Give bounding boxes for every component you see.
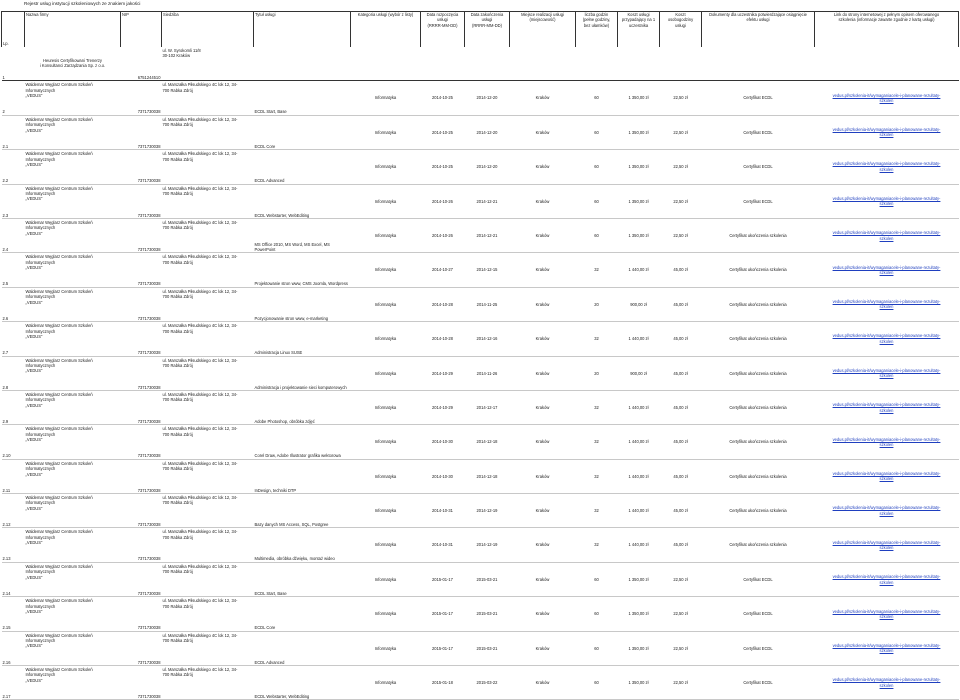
cell-kategoria: Informatyka bbox=[351, 184, 421, 218]
table-row bbox=[2, 81, 959, 115]
cell-firma: Waldemar Węglarz Centrum Szkoleń Informatycznych „VEDUS” bbox=[25, 322, 121, 356]
cell-kategoria: Informatyka bbox=[351, 425, 421, 459]
cell-miejsce: Kraków bbox=[510, 218, 576, 252]
cell-siedziba: ul. Marszałka Piłsudskiego 4C lok 12, 34- 700 Rabka Zdrój bbox=[162, 81, 254, 115]
cell-miejsce: Kraków bbox=[510, 494, 576, 528]
cell-miejsce: Kraków bbox=[510, 597, 576, 631]
cell-nip: 7371730038 bbox=[121, 597, 162, 631]
cell-miejsce: Kraków bbox=[510, 631, 576, 665]
cell-koszt-osobogodziny: 45,00 zł bbox=[660, 459, 702, 493]
table-row bbox=[2, 356, 959, 390]
cell-siedziba: ul. W. Syrokomli 11/8 30-102 Kraków bbox=[162, 47, 254, 81]
cell-liczba-godzin: 32 bbox=[576, 253, 618, 287]
cell-link[interactable]: vedus.pl/szkolenia-it/wymaganiacele-i-planowane-rezultaty- szkolen bbox=[815, 218, 959, 252]
cell-koszt-osobogodziny: 45,00 zł bbox=[660, 287, 702, 321]
cell-firma: Waldemar Węglarz Centrum Szkoleń Informatycznych „VEDUS” bbox=[25, 597, 121, 631]
cell-lp: 2 bbox=[2, 81, 25, 115]
cell-tytul: ECDL Webstarter, WebEditing bbox=[254, 184, 351, 218]
cell-koszt-osobogodziny: 22,50 zł bbox=[660, 150, 702, 184]
cell-kategoria: Informatyka bbox=[351, 631, 421, 665]
cell-koszt-osobogodziny: 22,50 zł bbox=[660, 597, 702, 631]
cell-koszt-uslugi: 900,00 zł bbox=[618, 356, 660, 390]
cell-data-zakonczenia: 2014-12-16 bbox=[465, 322, 510, 356]
cell-koszt-uslugi: 1 350,00 zł bbox=[618, 562, 660, 596]
cell-firma: Waldemar Węglarz Centrum Szkoleń Informatycznych „VEDUS” bbox=[25, 562, 121, 596]
cell-firma: Waldemar Węglarz Centrum Szkoleń Informatycznych „VEDUS” bbox=[25, 81, 121, 115]
cell-dokument: Certyfikat ukończenia szkolenia bbox=[702, 322, 815, 356]
cell-tytul: Pozycjonowanie stron www, e-marketing bbox=[254, 287, 351, 321]
cell-firma: Waldemar Węglarz Centrum Szkoleń Informatycznych „VEDUS” bbox=[25, 631, 121, 665]
cell-data-rozpoczecia: 2015-01-17 bbox=[421, 597, 465, 631]
col-lp: Lp. bbox=[2, 12, 25, 47]
cell-dokument: Certyfikat ukończenia szkolenia bbox=[702, 356, 815, 390]
cell-data-rozpoczecia: 2014-10-31 bbox=[421, 528, 465, 562]
table-row bbox=[2, 287, 959, 321]
cell-nip: 7371730038 bbox=[121, 150, 162, 184]
cell-siedziba: ul. Marszałka Piłsudskiego 4C lok 12, 34- 700 Rabka Zdrój bbox=[162, 666, 254, 700]
table-row bbox=[2, 666, 959, 700]
cell-nip: 7371730038 bbox=[121, 425, 162, 459]
cell-koszt-osobogodziny: 22,50 zł bbox=[660, 81, 702, 115]
cell-koszt-osobogodziny: 45,00 zł bbox=[660, 322, 702, 356]
cell-siedziba: ul. Marszałka Piłsudskiego 4C lok 12, 34- 700 Rabka Zdrój bbox=[162, 115, 254, 149]
cell-tytul: ECDL Start, Base bbox=[254, 81, 351, 115]
cell-data-rozpoczecia: 2014-10-29 bbox=[421, 356, 465, 390]
cell-koszt-uslugi: 1 350,00 zł bbox=[618, 81, 660, 115]
cell-siedziba: ul. Marszałka Piłsudskiego 4C lok 12, 34- 700 Rabka Zdrój bbox=[162, 494, 254, 528]
cell-dokument: Certyfikat ECDL bbox=[702, 631, 815, 665]
cell-data-rozpoczecia: 2014-10-25 bbox=[421, 115, 465, 149]
cell-dokument: Certyfikat ukończenia szkolenia bbox=[702, 253, 815, 287]
cell-dokument: Certyfikat ECDL bbox=[702, 81, 815, 115]
cell-liczba-godzin: 32 bbox=[576, 459, 618, 493]
cell-dokument: Certyfikat ECDL bbox=[702, 115, 815, 149]
table-row bbox=[2, 562, 959, 596]
col-kategoria: Kategoria usługi (wybór z listy) bbox=[351, 12, 421, 47]
cell-lp: 2.12 bbox=[2, 494, 25, 528]
cell-firma: Waldemar Węglarz Centrum Szkoleń Informatycznych „VEDUS” bbox=[25, 459, 121, 493]
cell-link[interactable]: vedus.pl/szkolenia-it/wymaganiacele-i-planowane-rezultaty- szkolen bbox=[815, 425, 959, 459]
col-data-rozpoczecia: Data rozpoczęcia usługi (RRRR-MM-DD) bbox=[421, 12, 465, 47]
cell-link[interactable]: vedus.pl/szkolenia-it/wymaganiacele-i-planowane-rezultaty- szkolen bbox=[815, 81, 959, 115]
cell-nip: 7371730038 bbox=[121, 287, 162, 321]
cell-miejsce: Kraków bbox=[510, 459, 576, 493]
cell-data-rozpoczecia: 2014-10-28 bbox=[421, 322, 465, 356]
table-row bbox=[2, 218, 959, 252]
cell-firma: Waldemar Węglarz Centrum Szkoleń Informatycznych „VEDUS” bbox=[25, 356, 121, 390]
cell-link[interactable]: vedus.pl/szkolenia-it/wymaganiacele-i-planowane-rezultaty- szkolen bbox=[815, 562, 959, 596]
cell-data-zakonczenia: 2014-12-21 bbox=[465, 184, 510, 218]
cell-data-zakonczenia: 2015-03-21 bbox=[465, 597, 510, 631]
cell-liczba-godzin: 60 bbox=[576, 218, 618, 252]
cell-koszt-uslugi: 1 440,00 zł bbox=[618, 494, 660, 528]
cell-liczba-godzin: 60 bbox=[576, 115, 618, 149]
cell-liczba-godzin: 32 bbox=[576, 528, 618, 562]
cell-siedziba: ul. Marszałka Piłsudskiego 4C lok 12, 34- 700 Rabka Zdrój bbox=[162, 356, 254, 390]
cell-data-rozpoczecia: 2014-10-30 bbox=[421, 425, 465, 459]
table-row bbox=[2, 390, 959, 424]
cell-firma: Waldemar Węglarz Centrum Szkoleń Informatycznych „VEDUS” bbox=[25, 115, 121, 149]
cell-data-rozpoczecia: 2014-10-28 bbox=[421, 287, 465, 321]
col-siedziba: Siedziba bbox=[162, 12, 254, 47]
cell-liczba-godzin: 60 bbox=[576, 150, 618, 184]
cell-nip: 6751244510 bbox=[121, 47, 162, 81]
cell-koszt-uslugi: 1 440,00 zł bbox=[618, 459, 660, 493]
table-row bbox=[2, 494, 959, 528]
cell-miejsce: Kraków bbox=[510, 666, 576, 700]
cell-tytul: Adobe Photoshop, obróbka zdjęć bbox=[254, 390, 351, 424]
cell-koszt-osobogodziny: 22,50 zł bbox=[660, 184, 702, 218]
cell-tytul: InDesign, techniki DTP bbox=[254, 459, 351, 493]
cell-dokument: Certyfikat ukończenia szkolenia bbox=[702, 425, 815, 459]
cell-miejsce: Kraków bbox=[510, 287, 576, 321]
table-row bbox=[2, 184, 959, 218]
cell-kategoria: Informatyka bbox=[351, 390, 421, 424]
cell-nip: 7371730038 bbox=[121, 631, 162, 665]
table-row bbox=[2, 253, 959, 287]
cell-firma: Waldemar Węglarz Centrum Szkoleń Informatycznych „VEDUS” bbox=[25, 666, 121, 700]
cell-data-zakonczenia: 2014-12-15 bbox=[465, 253, 510, 287]
cell-dokument: Certyfikat ukończenia szkolenia bbox=[702, 390, 815, 424]
cell-data-zakonczenia: 2014-12-20 bbox=[465, 81, 510, 115]
table-row bbox=[2, 425, 959, 459]
cell-kategoria: Informatyka bbox=[351, 597, 421, 631]
col-miejsce: Miejsce realizacji usługi (miejscowość) bbox=[510, 12, 576, 47]
cell-kategoria: Informatyka bbox=[351, 356, 421, 390]
cell-siedziba: ul. Marszałka Piłsudskiego 4C lok 12, 34- 700 Rabka Zdrój bbox=[162, 459, 254, 493]
cell-siedziba: ul. Marszałka Piłsudskiego 4C lok 12, 34- 700 Rabka Zdrój bbox=[162, 218, 254, 252]
cell-koszt-osobogodziny: 45,00 zł bbox=[660, 528, 702, 562]
cell-miejsce: Kraków bbox=[510, 356, 576, 390]
cell-lp: 2.10 bbox=[2, 425, 25, 459]
cell-data-zakonczenia: 2014-12-20 bbox=[465, 115, 510, 149]
cell-link[interactable]: vedus.pl/szkolenia-it/wymaganiacele-i-planowane-rezultaty- szkolen bbox=[815, 666, 959, 700]
cell-tytul: ECDL Core bbox=[254, 115, 351, 149]
table-row bbox=[2, 322, 959, 356]
cell-lp: 2.15 bbox=[2, 597, 25, 631]
cell-koszt-osobogodziny: 22,50 zł bbox=[660, 631, 702, 665]
cell-liczba-godzin: 32 bbox=[576, 322, 618, 356]
cell-miejsce: Kraków bbox=[510, 390, 576, 424]
table-row bbox=[2, 47, 959, 81]
cell-koszt-osobogodziny: 22,50 zł bbox=[660, 666, 702, 700]
cell-firma: Waldemar Węglarz Centrum Szkoleń Informatycznych „VEDUS” bbox=[25, 390, 121, 424]
cell-koszt-uslugi: 1 440,00 zł bbox=[618, 253, 660, 287]
cell-koszt-uslugi: 1 440,00 zł bbox=[618, 390, 660, 424]
cell-koszt-uslugi: 1 440,00 zł bbox=[618, 425, 660, 459]
cell-koszt-uslugi: 1 350,00 zł bbox=[618, 218, 660, 252]
cell-miejsce: Kraków bbox=[510, 81, 576, 115]
cell-nip: 7371730038 bbox=[121, 81, 162, 115]
cell-dokument: Certyfikat ECDL bbox=[702, 184, 815, 218]
cell-nip: 7371730038 bbox=[121, 184, 162, 218]
col-dokumenty: Dokumenty dla uczestnika potwierdzające osiągnięcie efektu usługi bbox=[702, 12, 815, 47]
table-row bbox=[2, 597, 959, 631]
cell-siedziba: ul. Marszałka Piłsudskiego 4C lok 12, 34- 700 Rabka Zdrój bbox=[162, 562, 254, 596]
cell-kategoria: Informatyka bbox=[351, 562, 421, 596]
cell-lp: 2.1 bbox=[2, 115, 25, 149]
cell-koszt-osobogodziny: 45,00 zł bbox=[660, 390, 702, 424]
table-row bbox=[2, 631, 959, 665]
table-row bbox=[2, 115, 959, 149]
cell-siedziba: ul. Marszałka Piłsudskiego 4C lok 12, 34- 700 Rabka Zdrój bbox=[162, 528, 254, 562]
cell-data-zakonczenia: 2014-12-18 bbox=[465, 425, 510, 459]
cell-lp: 2.5 bbox=[2, 253, 25, 287]
cell-data-zakonczenia: 2014-11-26 bbox=[465, 356, 510, 390]
services-table bbox=[1, 11, 959, 700]
cell-kategoria: Informatyka bbox=[351, 494, 421, 528]
col-koszt-uslugi: Koszt usługi przypadający na 1 uczestnika bbox=[618, 12, 660, 47]
cell-lp: 2.2 bbox=[2, 150, 25, 184]
cell-dokument: Certyfikat ECDL bbox=[702, 562, 815, 596]
cell-tytul: ECDL Advanced bbox=[254, 631, 351, 665]
cell-miejsce: Kraków bbox=[510, 150, 576, 184]
cell-nip: 7371730038 bbox=[121, 356, 162, 390]
cell-data-zakonczenia: 2015-03-21 bbox=[465, 631, 510, 665]
cell-link[interactable]: vedus.pl/szkolenia-it/wymaganiacele-i-planowane-rezultaty- szkolen bbox=[815, 287, 959, 321]
cell-kategoria: Informatyka bbox=[351, 287, 421, 321]
cell-firma: Waldemar Węglarz Centrum Szkoleń Informatycznych „VEDUS” bbox=[25, 425, 121, 459]
cell-data-zakonczenia: 2014-12-20 bbox=[465, 150, 510, 184]
cell-data-rozpoczecia: 2014-10-31 bbox=[421, 494, 465, 528]
cell-nip: 7371730038 bbox=[121, 528, 162, 562]
cell-tytul: Administracja Linux SUSE bbox=[254, 322, 351, 356]
cell-firma: Waldemar Węglarz Centrum Szkoleń Informatycznych „VEDUS” bbox=[25, 218, 121, 252]
cell-link[interactable]: vedus.pl/szkolenia-it/wymaganiacele-i-planowane-rezultaty- szkolen bbox=[815, 253, 959, 287]
col-link: Link do strony internetowej z pełnym opisem oferowanego szkolenia (informacje zawarte zgodnie z kartą usługi) bbox=[815, 12, 959, 47]
cell-data-rozpoczecia: 2014-10-26 bbox=[421, 184, 465, 218]
cell-link[interactable]: vedus.pl/szkolenia-it/wymaganiacele-i-planowane-rezultaty- szkolen bbox=[815, 390, 959, 424]
cell-liczba-godzin: 60 bbox=[576, 81, 618, 115]
cell-kategoria: Informatyka bbox=[351, 218, 421, 252]
cell-lp: 2.17 bbox=[2, 666, 25, 700]
cell-data-zakonczenia: 2014-12-19 bbox=[465, 494, 510, 528]
cell-siedziba: ul. Marszałka Piłsudskiego 4C lok 12, 34- 700 Rabka Zdrój bbox=[162, 253, 254, 287]
cell-dokument: Certyfikat ukończenia szkolenia bbox=[702, 287, 815, 321]
cell-link[interactable]: vedus.pl/szkolenia-it/wymaganiacele-i-planowane-rezultaty- szkolen bbox=[815, 150, 959, 184]
cell-lp: 2.16 bbox=[2, 631, 25, 665]
col-firma: Nazwa firmy bbox=[25, 12, 121, 47]
cell-data-rozpoczecia: 2014-10-25 bbox=[421, 81, 465, 115]
cell-lp: 2.14 bbox=[2, 562, 25, 596]
cell-miejsce: Kraków bbox=[510, 562, 576, 596]
cell-dokument: Certyfikat ukończenia szkolenia bbox=[702, 494, 815, 528]
cell-siedziba: ul. Marszałka Piłsudskiego 4C lok 12, 34- 700 Rabka Zdrój bbox=[162, 287, 254, 321]
cell-kategoria: Informatyka bbox=[351, 115, 421, 149]
cell-siedziba: ul. Marszałka Piłsudskiego 4C lok 12, 34- 700 Rabka Zdrój bbox=[162, 631, 254, 665]
cell-koszt-uslugi: 1 350,00 zł bbox=[618, 150, 660, 184]
cell-koszt-uslugi: 1 440,00 zł bbox=[618, 322, 660, 356]
cell-tytul: Administracja i projektowanie sieci komputerowych bbox=[254, 356, 351, 390]
cell-miejsce: Kraków bbox=[510, 425, 576, 459]
cell-link[interactable]: vedus.pl/szkolenia-it/wymaganiacele-i-planowane-rezultaty- szkolen bbox=[815, 184, 959, 218]
cell-tytul: ECDL Webstarter, WebEditing bbox=[254, 666, 351, 700]
cell-data-rozpoczecia: 2015-01-18 bbox=[421, 666, 465, 700]
cell-lp: 2.3 bbox=[2, 184, 25, 218]
cell-kategoria: Informatyka bbox=[351, 150, 421, 184]
cell-koszt-osobogodziny: 22,50 zł bbox=[660, 218, 702, 252]
cell-liczba-godzin: 32 bbox=[576, 494, 618, 528]
cell-miejsce: Kraków bbox=[510, 528, 576, 562]
cell-koszt-osobogodziny: 45,00 zł bbox=[660, 253, 702, 287]
cell-lp: 2.13 bbox=[2, 528, 25, 562]
cell-link[interactable]: vedus.pl/szkolenia-it/wymaganiacele-i-planowane-rezultaty- szkolen bbox=[815, 631, 959, 665]
cell-kategoria: Informatyka bbox=[351, 528, 421, 562]
cell-link[interactable]: vedus.pl/szkolenia-it/wymaganiacele-i-planowane-rezultaty- szkolen bbox=[815, 459, 959, 493]
cell-koszt-uslugi: 1 350,00 zł bbox=[618, 666, 660, 700]
cell-miejsce: Kraków bbox=[510, 115, 576, 149]
cell-tytul: Projektowanie stron www, CMS Joomla, Wordpress bbox=[254, 253, 351, 287]
cell-liczba-godzin: 60 bbox=[576, 597, 618, 631]
cell-koszt-osobogodziny: 22,50 zł bbox=[660, 562, 702, 596]
table-row bbox=[2, 150, 959, 184]
cell-liczba-godzin: 60 bbox=[576, 666, 618, 700]
cell-nip: 7371730038 bbox=[121, 562, 162, 596]
cell-dokument: Certyfikat ECDL bbox=[702, 597, 815, 631]
cell-firma: Waldemar Węglarz Centrum Szkoleń Informatycznych „VEDUS” bbox=[25, 184, 121, 218]
page-title: Rejestr usług instytucji szkoleniowych ze znakiem jakości bbox=[24, 1, 141, 6]
cell-liczba-godzin: 20 bbox=[576, 287, 618, 321]
cell-link[interactable]: vedus.pl/szkolenia-it/wymaganiacele-i-planowane-rezultaty- szkolen bbox=[815, 356, 959, 390]
col-data-zakonczenia: Data zakończenia usługi (RRRR-MM-DD) bbox=[465, 12, 510, 47]
cell-siedziba: ul. Marszałka Piłsudskiego 4C lok 12, 34- 700 Rabka Zdrój bbox=[162, 322, 254, 356]
cell-firma: Waldemar Węglarz Centrum Szkoleń Informatycznych „VEDUS” bbox=[25, 494, 121, 528]
cell-data-rozpoczecia: 2015-01-17 bbox=[421, 562, 465, 596]
cell-koszt-osobogodziny: 45,00 zł bbox=[660, 494, 702, 528]
cell-liczba-godzin: 60 bbox=[576, 184, 618, 218]
cell-data-zakonczenia: 2014-12-21 bbox=[465, 218, 510, 252]
cell-dokument: Certyfikat ECDL bbox=[702, 150, 815, 184]
cell-liczba-godzin: 60 bbox=[576, 631, 618, 665]
cell-koszt-uslugi: 1 350,00 zł bbox=[618, 115, 660, 149]
cell-data-zakonczenia: 2015-03-22 bbox=[465, 666, 510, 700]
cell-koszt-osobogodziny: 22,50 zł bbox=[660, 115, 702, 149]
cell-kategoria: Informatyka bbox=[351, 459, 421, 493]
cell-nip: 7371730038 bbox=[121, 459, 162, 493]
cell-lp: 2.11 bbox=[2, 459, 25, 493]
cell-liczba-godzin: 32 bbox=[576, 390, 618, 424]
col-koszt-osobogodziny: Koszt osobogodziny usługi bbox=[660, 12, 702, 47]
cell-siedziba: ul. Marszałka Piłsudskiego 4C lok 12, 34- 700 Rabka Zdrój bbox=[162, 425, 254, 459]
cell-tytul: Multimedia, obróbka dźwięku, montaż wideo bbox=[254, 528, 351, 562]
cell-dokument: Certyfikat ukończenia szkolenia bbox=[702, 459, 815, 493]
cell-kategoria: Informatyka bbox=[351, 322, 421, 356]
cell-nip: 7371730038 bbox=[121, 494, 162, 528]
cell-koszt-uslugi: 1 440,00 zł bbox=[618, 528, 660, 562]
cell-data-rozpoczecia: 2014-10-29 bbox=[421, 390, 465, 424]
cell-data-rozpoczecia: 2014-10-30 bbox=[421, 459, 465, 493]
cell-kategoria: Informatyka bbox=[351, 666, 421, 700]
cell-miejsce: Kraków bbox=[510, 253, 576, 287]
cell-tytul: Bazy danych MS Access, SQL, Postgree bbox=[254, 494, 351, 528]
cell-miejsce: Kraków bbox=[510, 322, 576, 356]
cell-firma: Waldemar Węglarz Centrum Szkoleń Informatycznych „VEDUS” bbox=[25, 287, 121, 321]
cell-siedziba: ul. Marszałka Piłsudskiego 4C lok 12, 34- 700 Rabka Zdrój bbox=[162, 184, 254, 218]
cell-link[interactable]: vedus.pl/szkolenia-it/wymaganiacele-i-planowane-rezultaty- szkolen bbox=[815, 597, 959, 631]
cell-link[interactable]: vedus.pl/szkolenia-it/wymaganiacele-i-planowane-rezultaty- szkolen bbox=[815, 322, 959, 356]
cell-lp: 2.4 bbox=[2, 218, 25, 252]
cell-tytul: ECDL Advanced bbox=[254, 150, 351, 184]
cell-kategoria: Informatyka bbox=[351, 81, 421, 115]
cell-link[interactable]: vedus.pl/szkolenia-it/wymaganiacele-i-planowane-rezultaty- szkolen bbox=[815, 115, 959, 149]
cell-liczba-godzin: 60 bbox=[576, 562, 618, 596]
cell-nip: 7371730038 bbox=[121, 666, 162, 700]
cell-siedziba: ul. Marszałka Piłsudskiego 4C lok 12, 34- 700 Rabka Zdrój bbox=[162, 597, 254, 631]
cell-tytul: MS Office 2010, MS Word, MS Excel, MS PowerPoint bbox=[254, 218, 351, 252]
cell-nip: 7371730038 bbox=[121, 218, 162, 252]
cell-siedziba: ul. Marszałka Piłsudskiego 4C lok 12, 34- 700 Rabka Zdrój bbox=[162, 150, 254, 184]
cell-firma: Waldemar Węglarz Centrum Szkoleń Informatycznych „VEDUS” bbox=[25, 253, 121, 287]
header-row bbox=[2, 12, 959, 47]
cell-firma: Waldemar Węglarz Centrum Szkoleń Informatycznych „VEDUS” bbox=[25, 528, 121, 562]
cell-dokument: Certyfikat ukończenia szkolenia bbox=[702, 528, 815, 562]
cell-data-zakonczenia: 2014-11-25 bbox=[465, 287, 510, 321]
cell-firma: Heuresis Certyfikowani Trenerzy i Konsultanci Zarządzania Sp. z o.o. bbox=[25, 47, 121, 81]
cell-liczba-godzin: 20 bbox=[576, 356, 618, 390]
cell-data-zakonczenia: 2015-03-21 bbox=[465, 562, 510, 596]
cell-data-rozpoczecia: 2014-10-26 bbox=[421, 218, 465, 252]
cell-miejsce: Kraków bbox=[510, 184, 576, 218]
cell-tytul: Corel Draw, Adobe Illustrator grafika wektorowa bbox=[254, 425, 351, 459]
cell-firma: Waldemar Węglarz Centrum Szkoleń Informatycznych „VEDUS” bbox=[25, 150, 121, 184]
cell-nip: 7371730038 bbox=[121, 322, 162, 356]
cell-dokument: Certyfikat ECDL bbox=[702, 666, 815, 700]
cell-koszt-osobogodziny: 45,00 zł bbox=[660, 356, 702, 390]
cell-koszt-uslugi: 1 350,00 zł bbox=[618, 631, 660, 665]
cell-data-zakonczenia: 2014-12-18 bbox=[465, 459, 510, 493]
cell-nip: 7371730038 bbox=[121, 390, 162, 424]
table-row bbox=[2, 459, 959, 493]
cell-data-rozpoczecia: 2015-01-17 bbox=[421, 631, 465, 665]
col-liczba-godzin: liczba godzin (pełne godziny, bez ułamków) bbox=[576, 12, 618, 47]
cell-data-rozpoczecia: 2014-10-27 bbox=[421, 253, 465, 287]
cell-koszt-uslugi: 900,00 zł bbox=[618, 287, 660, 321]
cell-lp: 2.8 bbox=[2, 356, 25, 390]
table-row bbox=[2, 528, 959, 562]
cell-koszt-osobogodziny: 45,00 zł bbox=[660, 425, 702, 459]
cell-tytul: ECDL Core bbox=[254, 597, 351, 631]
col-nip: NIP bbox=[121, 12, 162, 47]
cell-siedziba: ul. Marszałka Piłsudskiego 4C lok 12, 34- 700 Rabka Zdrój bbox=[162, 390, 254, 424]
cell-link[interactable]: vedus.pl/szkolenia-it/wymaganiacele-i-planowane-rezultaty- szkolen bbox=[815, 528, 959, 562]
cell-link[interactable]: vedus.pl/szkolenia-it/wymaganiacele-i-planowane-rezultaty- szkolen bbox=[815, 494, 959, 528]
cell-lp: 1 bbox=[2, 47, 25, 81]
cell-lp: 2.9 bbox=[2, 390, 25, 424]
cell-data-rozpoczecia: 2014-10-25 bbox=[421, 150, 465, 184]
cell-koszt-uslugi: 1 350,00 zł bbox=[618, 597, 660, 631]
cell-koszt-uslugi: 1 350,00 zł bbox=[618, 184, 660, 218]
col-tytul: Tytuł usługi bbox=[254, 12, 351, 47]
cell-tytul: ECDL Start, Base bbox=[254, 562, 351, 596]
cell-lp: 2.7 bbox=[2, 322, 25, 356]
cell-nip: 7371730038 bbox=[121, 115, 162, 149]
cell-data-zakonczenia: 2014-12-19 bbox=[465, 528, 510, 562]
cell-lp: 2.6 bbox=[2, 287, 25, 321]
cell-dokument: Certyfikat ukończenia szkolenia bbox=[702, 218, 815, 252]
cell-nip: 7371730038 bbox=[121, 253, 162, 287]
cell-liczba-godzin: 32 bbox=[576, 425, 618, 459]
cell-data-zakonczenia: 2014-12-17 bbox=[465, 390, 510, 424]
cell-kategoria: Informatyka bbox=[351, 253, 421, 287]
